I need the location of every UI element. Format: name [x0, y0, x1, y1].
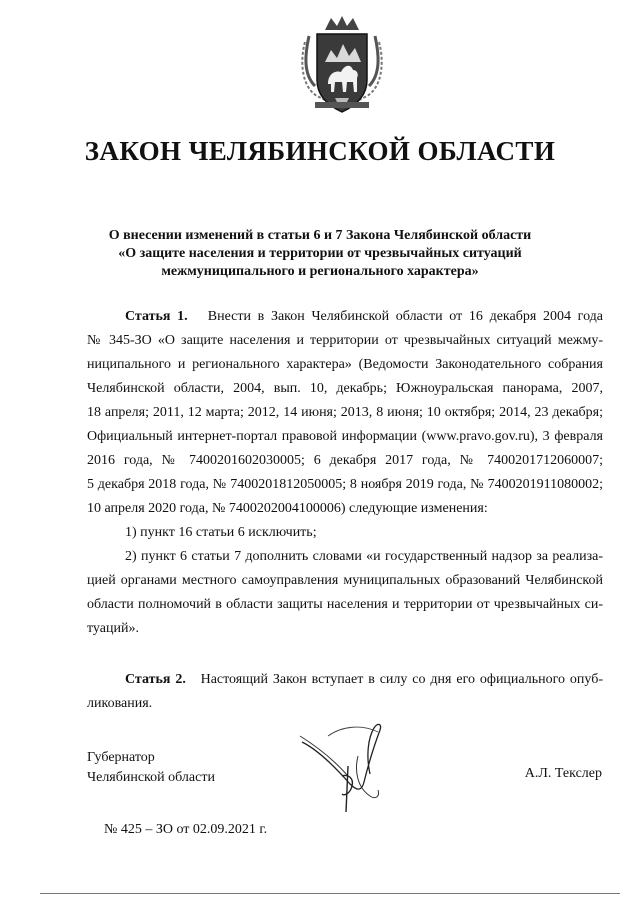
article-2 [87, 668, 603, 716]
position-line: Челябинской области [87, 770, 215, 785]
subtitle-line: «О защите населения и территории от чрезвычайных ситуаций [118, 246, 522, 261]
signatory-position [87, 748, 215, 788]
position-line: Губернатор [87, 750, 155, 765]
paragraph-line: ниципального и регионального характера» (Ведомости Законодательного собрания [87, 357, 603, 372]
list-item-2-line: цией органами местного самоуправления муниципальных образований Челябинской [87, 573, 603, 588]
list-item-1: 1) пункт 16 статьи 6 исключить; [125, 525, 317, 540]
paragraph-line: Настоящий Закон вступает в силу со дня его официального опуб- [200, 672, 604, 687]
subtitle-line: межмуниципального и регионального характера» [161, 264, 479, 279]
article-2-label: Статья 2. [125, 672, 186, 687]
paragraph-line: 18 апреля; 2011, 12 марта; 2012, 14 июня; 2013, 8 июня; 10 октября; 2014, 23 декабря; [87, 405, 603, 420]
paragraph-line: 2016 года, № 7400201602030005; 6 декабря 2017 года, № 7400201712060007; [87, 453, 603, 468]
paragraph-line: Официальный интернет-портал правовой информации (www.pravo.gov.ru), 3 февраля [87, 429, 603, 444]
document-subtitle [60, 227, 580, 281]
article-1-first-line [87, 305, 603, 329]
paragraph-line: Внести в Закон Челябинской области от 16 декабря 2004 года [207, 309, 604, 324]
article-2-first-line [87, 668, 603, 692]
list-item-2-line: 2) пункт 6 статьи 7 дополнить словами «и государственный надзор за реализа- [125, 549, 603, 564]
paragraph-line: 5 декабря 2018 года, № 7400201812050005; 8 ноября 2019 года, № 7400201911080002; [87, 477, 603, 492]
bottom-divider [40, 893, 620, 894]
law-number-date: № 425 – ЗО от 02.09.2021 г. [104, 822, 268, 837]
handwritten-signature [288, 716, 398, 816]
paragraph-line: Челябинской области, 2004, вып. 10, декабрь; Южноуральская панорама, 2007, [87, 381, 603, 396]
governor-name: А.Л. Текслер [524, 766, 602, 781]
article-1-label: Статья 1. [125, 309, 188, 324]
paragraph-line: № 345-ЗО «О защите населения и территории от чрезвычайных ситуаций межму- [87, 333, 603, 348]
list-item-2-line: области полномочий в области защиты населения и территории от чрезвычайных си- [87, 597, 603, 612]
chelyabinsk-coat-of-arms-emblem [295, 14, 389, 120]
subtitle-line: О внесении изменений в статьи 6 и 7 Закона Челябинской области [108, 228, 532, 243]
article-1 [87, 305, 603, 641]
paragraph-line: ликования. [87, 696, 153, 711]
list-item-2-line: туаций». [87, 621, 139, 636]
paragraph-line: 10 апреля 2020 года, № 7400202004100006) следующие изменения: [87, 501, 488, 516]
document-title: ЗАКОН ЧЕЛЯБИНСКОЙ ОБЛАСТИ [84, 136, 556, 166]
